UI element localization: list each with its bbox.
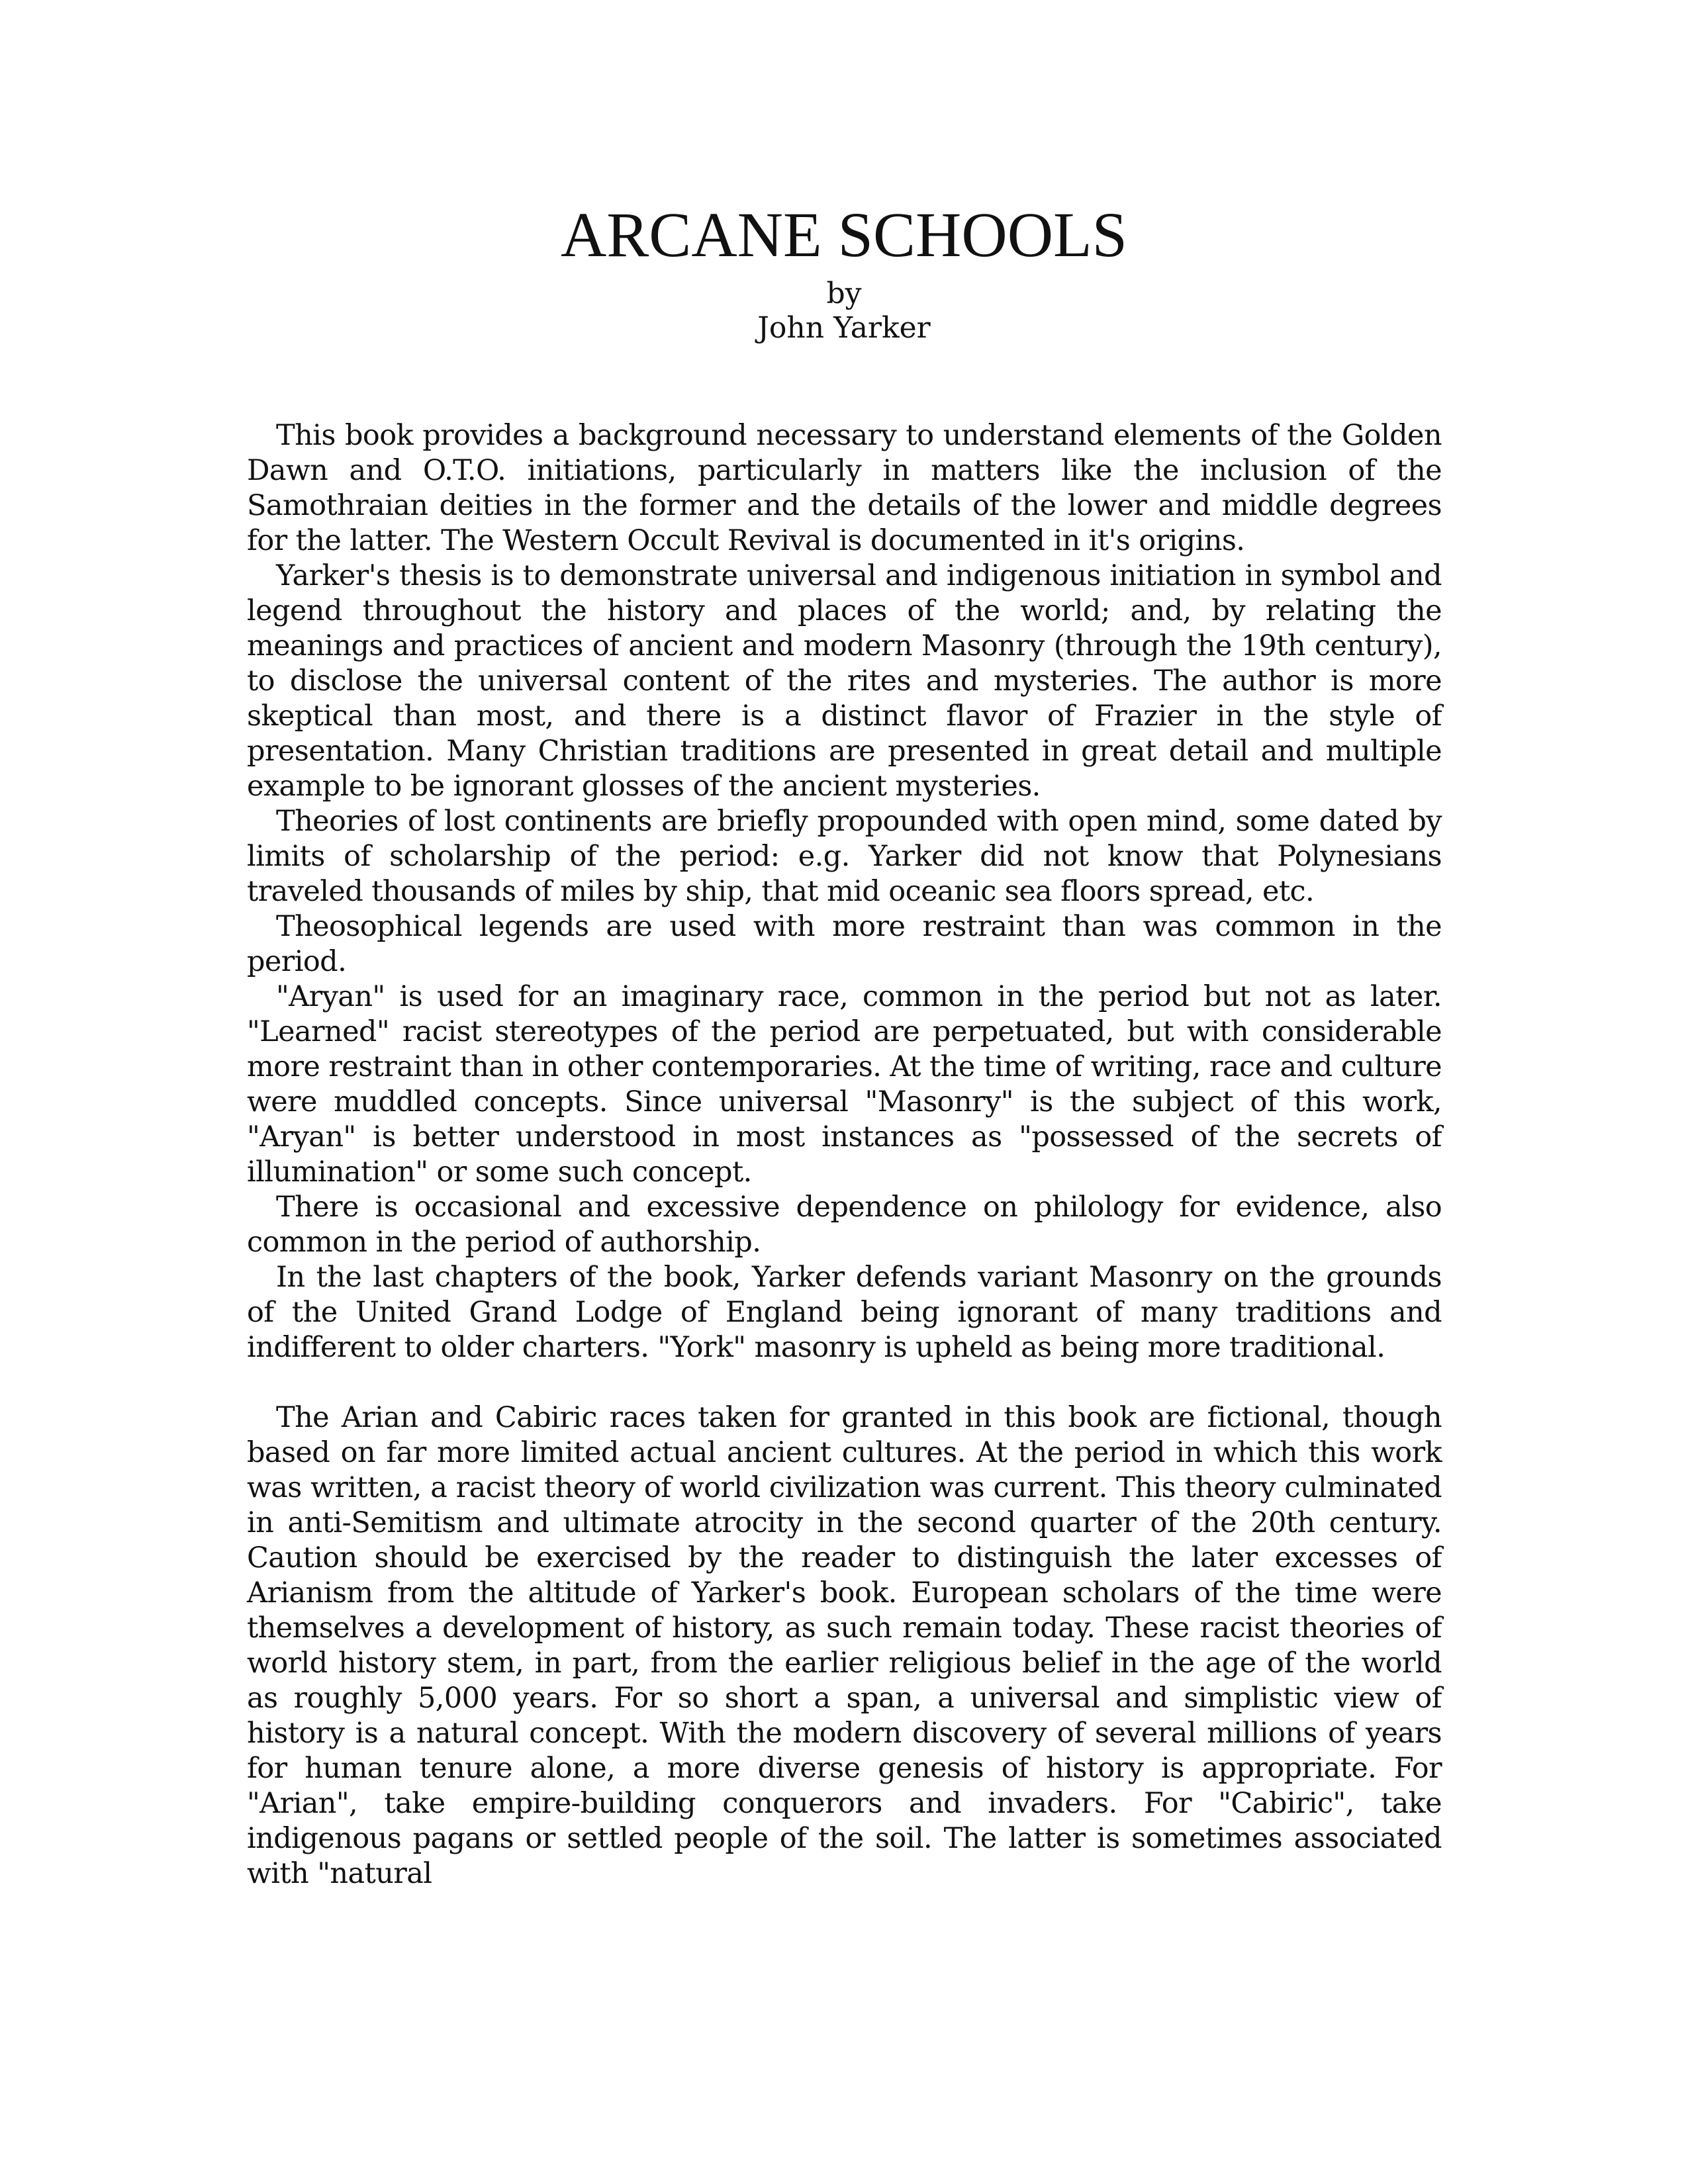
- paragraph-intro-1: This book provides a background necessary to understand elements of the Golden Dawn and O.T.O. initiations, particularly in matters like the inclusion of the Samothraian deities in the former and the details of the lower and middle degrees for the latter. The Western Occult Revival is documented in it's origins.: [247, 419, 1442, 557]
- paragraph-theosophical: Theosophical legends are used with more restraint than was common in the period.: [247, 910, 1442, 978]
- document-title: ARCANE SCHOOLS: [560, 199, 1128, 270]
- document-body: [247, 418, 1442, 1891]
- by-label: by: [826, 277, 862, 310]
- author-name: John Yarker: [757, 311, 931, 345]
- paragraph-lost-continents: Theories of lost continents are briefly propounded with open mind, some dated by limits of scholarship of the period: e.g. Yarker did not know that Polynesians traveled thousands of miles by ship, that mid oceanic sea floors spread, etc.: [247, 805, 1442, 908]
- paragraph-philology: There is occasional and excessive dependence on philology for evidence, also common in the period of authorship.: [247, 1191, 1442, 1259]
- paragraph-aryan: "Aryan" is used for an imaginary race, common in the period but not as later. "Learned" racist stereotypes of the period are perpetuated, but with considerable more restraint than in other contemporaries. At the time of writing, race and culture were muddled concepts. Since universal "Masonry" is the subject of this work, "Aryan" is better understood in most instances as "possessed of the secrets of illumination" or some such concept.: [247, 980, 1442, 1189]
- paragraph-thesis: Yarker's thesis is to demonstrate universal and indigenous initiation in symbol and legend throughout the history and places of the world; and, by relating the meanings and practices of ancient and modern Masonry (through the 19th century), to disclose the universal content of the rites and mysteries. The author is more skeptical than most, and there is a distinct flavor of Frazier in the style of presentation. Many Christian traditions are presented in great detail and multiple example to be ignorant glosses of the ancient mysteries.: [247, 559, 1442, 803]
- byline: [0, 277, 1688, 345]
- paragraph-variant-masonry: In the last chapters of the book, Yarker defends variant Masonry on the grounds of the United Grand Lodge of England being ignorant of many traditions and indifferent to older charters. "York" masonry is upheld as being more traditional.: [247, 1261, 1442, 1364]
- paragraph-gap: [247, 1365, 1442, 1400]
- paragraph-arian-cabiric: The Arian and Cabiric races taken for granted in this book are fictional, though based on far more limited actual ancient cultures. At the period in which this work was written, a racist theory of world civilization was current. This theory culminated in anti-Semitism and ultimate atrocity in the second quarter of the 20th century. Caution should be exercised by the reader to distinguish the later excesses of Arianism from the altitude of Yarker's book. European scholars of the time were themselves a development of history, as such remain today. These racist theories of world history stem, in part, from the earlier religious belief in the age of the world as roughly 5,000 years. For so short a span, a universal and simplistic view of history is a natural concept. With the modern discovery of several millions of years for human tenure alone, a more diverse genesis of history is appropriate. For "Arian", take empire-building conquerors and invaders. For "Cabiric", take indigenous pagans or settled people of the soil. The latter is sometimes associated with "natural: [247, 1401, 1442, 1890]
